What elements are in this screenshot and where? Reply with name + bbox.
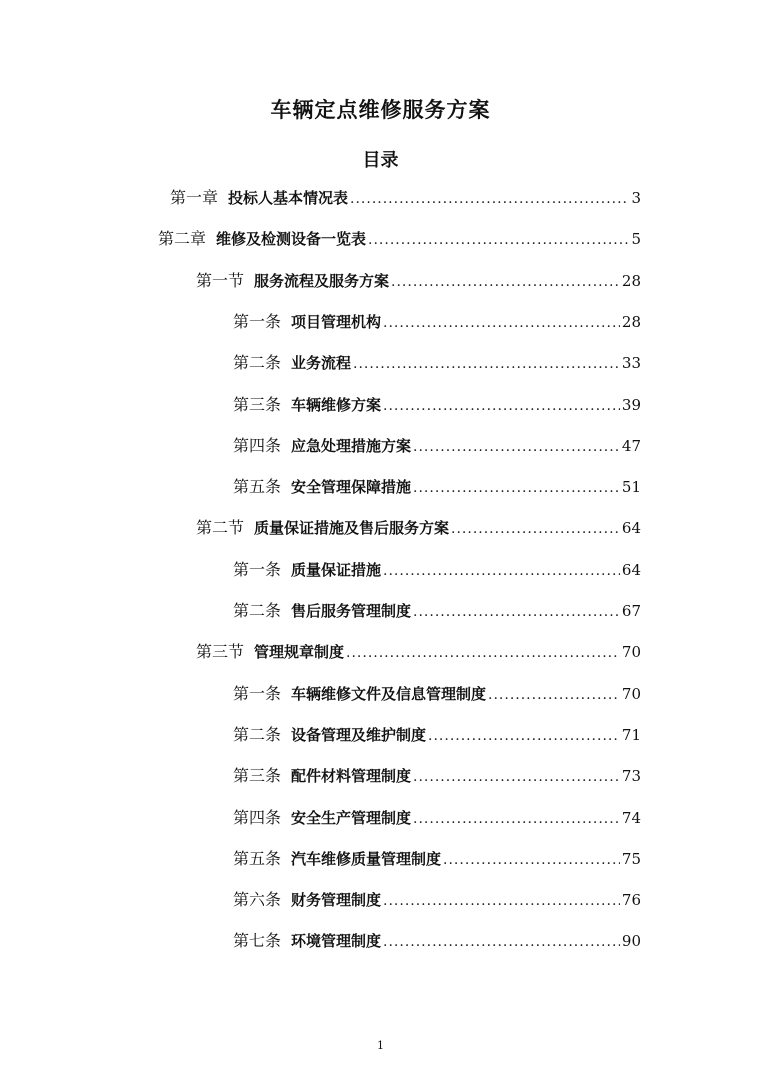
toc-dot-leader (353, 352, 620, 376)
toc-dot-leader (350, 187, 629, 211)
page-number: 1 (377, 1039, 384, 1052)
toc-entry-page: 28 (621, 272, 641, 290)
toc-dot-leader (413, 476, 620, 500)
toc-entry-page: 5 (631, 230, 641, 248)
toc-entry-title: 项目管理机构 (291, 313, 382, 331)
toc-entry-number: 第一条 (233, 312, 282, 331)
toc-entry-title: 配件材料管理制度 (291, 767, 412, 785)
toc-entry-title: 车辆维修文件及信息管理制度 (291, 685, 487, 703)
toc-dot-leader (383, 930, 620, 954)
toc-dot-leader (391, 270, 620, 294)
toc-entry[interactable] (233, 475, 641, 499)
toc-entry[interactable] (233, 599, 641, 623)
toc-dot-leader (413, 807, 620, 831)
toc-entry-page: 71 (621, 726, 641, 744)
document-title: 车辆定点维修服务方案 (270, 98, 491, 122)
toc-entry[interactable] (196, 269, 641, 293)
toc-entry-title: 管理规章制度 (254, 643, 345, 661)
toc-entry[interactable] (233, 847, 641, 871)
toc-entry[interactable] (196, 516, 641, 540)
toc-dot-leader (346, 641, 620, 665)
toc-entry[interactable] (170, 186, 641, 210)
toc-entry-number: 第三条 (233, 395, 282, 414)
toc-entry-number: 第三节 (196, 642, 245, 661)
toc-entry-number: 第二节 (196, 518, 245, 537)
toc-entry-page: 73 (621, 767, 641, 785)
toc-entry-number: 第四条 (233, 808, 282, 827)
toc-entry-title: 环境管理制度 (291, 932, 382, 950)
toc-entry-page: 51 (621, 478, 641, 496)
toc-entry-title: 应急处理措施方案 (291, 437, 412, 455)
toc-entry[interactable] (233, 723, 641, 747)
toc-dot-leader (451, 517, 620, 541)
toc-entry[interactable] (233, 764, 641, 788)
toc-entry-title: 售后服务管理制度 (291, 602, 412, 620)
toc-entry-number: 第七条 (233, 931, 282, 950)
toc-entry[interactable] (233, 888, 641, 912)
toc-entry-page: 28 (621, 313, 641, 331)
toc-entry-page: 3 (631, 189, 641, 207)
toc-dot-leader (413, 435, 620, 459)
toc-dot-leader (488, 683, 620, 707)
toc-entry[interactable] (233, 393, 641, 417)
toc-entry-title: 业务流程 (291, 354, 352, 372)
toc-entry-page: 64 (621, 561, 641, 579)
toc-entry[interactable] (196, 640, 641, 664)
toc-entry-title: 安全生产管理制度 (291, 809, 412, 827)
toc-dot-leader (368, 228, 629, 252)
toc-dot-leader (383, 559, 620, 583)
toc-entry-title: 汽车维修质量管理制度 (291, 850, 442, 868)
toc-dot-leader (413, 600, 620, 624)
toc-entry-title: 质量保证措施 (291, 561, 382, 579)
toc-entry-number: 第六条 (233, 890, 282, 909)
toc-entry-title: 车辆维修方案 (291, 396, 382, 414)
toc-entry-title: 服务流程及服务方案 (254, 272, 390, 290)
toc-heading: 目录 (362, 150, 399, 171)
toc-entry[interactable] (158, 227, 641, 251)
toc-entry-title: 设备管理及维护制度 (291, 726, 427, 744)
toc-entry-number: 第五条 (233, 477, 282, 496)
toc-entry-title: 投标人基本情况表 (228, 189, 349, 207)
toc-entry-number: 第五条 (233, 849, 282, 868)
toc-entry-title: 质量保证措施及售后服务方案 (254, 519, 450, 537)
toc-entry-title: 维修及检测设备一览表 (216, 230, 367, 248)
toc-entry-number: 第一节 (196, 271, 245, 290)
toc-entry[interactable] (233, 806, 641, 830)
toc-entry[interactable] (233, 351, 641, 375)
toc-entry-page: 67 (621, 602, 641, 620)
toc-dot-leader (383, 889, 620, 913)
toc-entry-title: 财务管理制度 (291, 891, 382, 909)
toc-entry[interactable] (233, 434, 641, 458)
toc-dot-leader (443, 848, 620, 872)
toc-entry[interactable] (233, 310, 641, 334)
toc-entry-page: 64 (621, 519, 641, 537)
toc-entry-number: 第二章 (158, 229, 207, 248)
toc-dot-leader (428, 724, 620, 748)
toc-entry-number: 第二条 (233, 353, 282, 372)
toc-entry-page: 75 (621, 850, 641, 868)
toc-entry[interactable] (233, 929, 641, 953)
toc-entry-number: 第二条 (233, 725, 282, 744)
toc-entry-number: 第二条 (233, 601, 282, 620)
toc-entry-number: 第三条 (233, 766, 282, 785)
toc-entry[interactable] (233, 682, 641, 706)
toc-entry-title: 安全管理保障措施 (291, 478, 412, 496)
toc-entry-page: 39 (621, 396, 641, 414)
toc-entry-number: 第一条 (233, 560, 282, 579)
toc-entry-number: 第一章 (170, 188, 219, 207)
toc-dot-leader (383, 311, 620, 335)
toc-dot-leader (413, 765, 620, 789)
toc-entry-number: 第四条 (233, 436, 282, 455)
toc-entry[interactable] (233, 558, 641, 582)
toc-entry-page: 33 (621, 354, 641, 372)
toc-dot-leader (383, 394, 620, 418)
toc-entry-page: 74 (621, 809, 641, 827)
toc-entry-page: 70 (621, 643, 641, 661)
toc-entry-page: 47 (621, 437, 641, 455)
toc-entry-page: 70 (621, 685, 641, 703)
toc-entry-number: 第一条 (233, 684, 282, 703)
toc-entry-page: 76 (621, 891, 641, 909)
toc-entry-page: 90 (621, 932, 641, 950)
